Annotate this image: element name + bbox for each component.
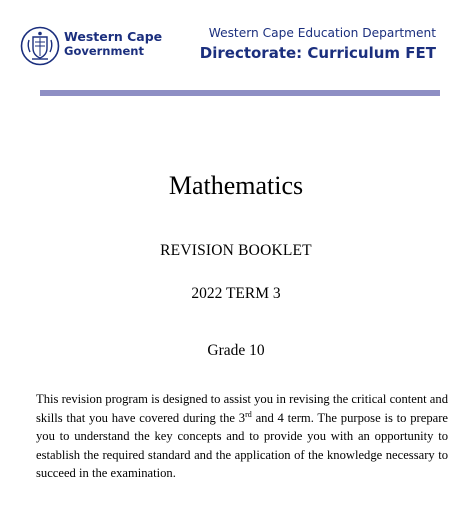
logo-wordmark [64,30,162,58]
logo-line-2: Government [64,44,144,58]
header-divider [40,90,440,96]
intro-text-part-2: and 4 term. The purpose is to prepare you to understand the key concepts and to provide you with an opportunity to establish the required standard and the application of the knowledge necessary to succeed in the examination. [36,410,448,481]
document-title: Mathematics [168,171,304,200]
logo-line-1: Western Cape [64,29,163,44]
government-logo [20,26,170,70]
intro-text-part-1: This revision program is designed to assist you in revising the critical content and skills that you have covered during the 3 [36,392,448,425]
intro-paragraph [36,390,448,483]
coat-of-arms-icon [20,26,60,66]
document-subtitle: REVISION BOOKLET [160,242,312,259]
department-name: Western Cape Education Department [208,26,436,40]
department-header [200,25,436,63]
directorate-name: Directorate: Curriculum FET [199,44,436,62]
document-grade: Grade 10 [207,342,265,359]
document-term: 2022 TERM 3 [191,285,281,302]
intro-superscript: rd [245,409,252,419]
